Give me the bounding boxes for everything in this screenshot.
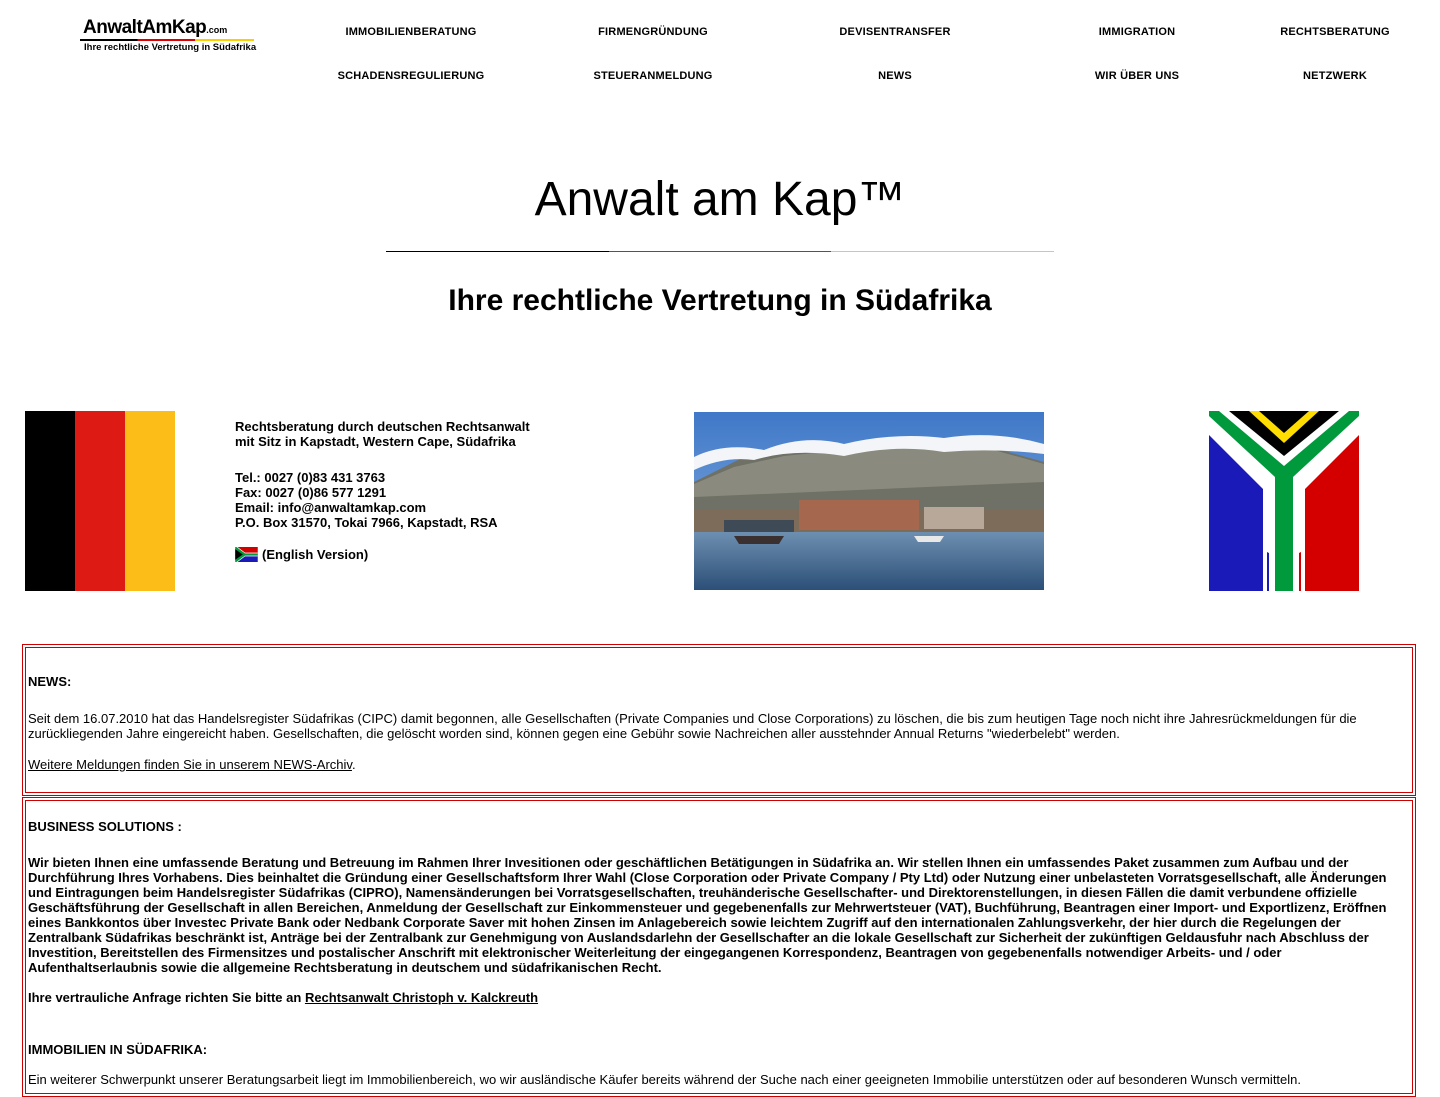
page-subtitle: Ihre rechtliche Vertretung in Südafrika <box>448 284 992 317</box>
contact-phone: Tel.: 0027 (0)83 431 3763 <box>235 470 386 485</box>
news-archive-link[interactable]: Weitere Meldungen finden Sie in unserem NEWS-Archiv <box>28 757 352 772</box>
nav-steueranmeldung[interactable]: STEUERANMELDUNG <box>593 70 713 82</box>
news-archive-line: Weitere Meldungen finden Sie in unserem NEWS-Archiv. <box>28 757 356 772</box>
page-title: Anwalt am Kap™ <box>534 173 906 226</box>
english-version-link[interactable] <box>235 547 368 562</box>
nav-firmengruendung[interactable]: FIRMENGRÜNDUNG <box>598 26 708 38</box>
nav-news[interactable]: NEWS <box>878 70 912 82</box>
nav-netzwerk[interactable]: NETZWERK <box>1303 70 1367 82</box>
contact-email: Email: info@anwaltamkap.com <box>235 500 427 515</box>
business-solutions-box <box>22 797 1416 1097</box>
business-inquiry-line: Ihre vertrauliche Anfrage richten Sie bitte an Rechtsanwalt Christoph v. Kalckreuth <box>28 990 539 1005</box>
logo[interactable] <box>80 17 257 53</box>
lawyer-contact-link[interactable]: Rechtsanwalt Christoph v. Kalckreuth <box>304 990 539 1005</box>
contact-fax: Fax: 0027 (0)86 577 1291 <box>235 485 387 500</box>
contact-line-1: Rechtsberatung durch deutschen Rechtsanwalt <box>235 419 530 434</box>
nav-schadensregulierung[interactable]: SCHADENSREGULIERUNG <box>337 70 485 82</box>
nav-wir-ueber-uns[interactable]: WIR ÜBER UNS <box>1094 70 1180 82</box>
german-flag <box>25 411 175 591</box>
contact-line-2: mit Sitz in Kapstadt, Western Cape, Südafrika <box>235 434 516 449</box>
south-african-flag <box>1209 411 1359 591</box>
nav-devisentransfer[interactable]: DEVISENTRANSFER <box>839 26 951 38</box>
business-text: Wir bieten Ihnen eine umfassende Beratung und Betreuung im Rahmen Ihrer Invesitionen oder geschäftlichen Betätigungen in Südafrika an. Wir stellen Ihnen ein umfassendes Paket zusammen zum Aufbau und der Durchführung Ihres Vorhabens. Dies beinhaltet die Gründung einer Gesellschaftsform Ihrer Wahl (Close Corporation oder Private Company / Pty Ltd) oder Nutzung einer unbelasteten Vorratsgesellschaft, alle Änderungen und Eintragungen beim Handelsregister Südafrikas (CIPRO), Namensänderungen bei Vorratsgesellschaften, treuhänderische Gesellschafter- und Direktorenstellungen, in diesen Fällen die damit verbundene offizielle Geschäftsführung der Gesellschaft in allen Bereichen, Anmeldung der Gesellschaft zur Einkommensteuer und gegebenenfalls zur Mehrwertsteuer (VAT), Buchführung, Beantragen einer Import- und Exportlizenz, Eröffnen eines Bankkontos über Investec Private Bank oder Nedbank Corporate Saver mit hohen Zinsen im Anlagebereich sowie leichtem Zugriff auf den internationalen Zahlungsverkehr, der hier durch die Regelungen der Zentralbank Südafrikas beschränkt ist, Anträge bei der Zentralbank zur Genehmigung von Auslandsdarlehn der Gesellschafter an die lokale Gesellschaft zur Sicherheit der zukünftigen Geldausfuhr nach Abschluss der Investition, Bereitstellen des Firmensitzes und postalischer Anschrift mit elektronischer Weiterleitung der eingegangenen Korrespondenz, Beantragen von gegebenenfalls notwendiger Arbeits- und / oder Aufenthaltserlaubnis sowie die allgemeine Rechtsberatung in deutschem und südafrikanischen Recht. <box>28 855 1387 975</box>
realestate-heading: IMMOBILIEN IN SÜDAFRIKA: <box>28 1042 208 1057</box>
nav-immigration[interactable]: IMMIGRATION <box>1098 26 1176 38</box>
realestate-text: Ein weiterer Schwerpunkt unserer Beratungsarbeit liegt im Immobilienbereich, wo wir ausländische Käufer bereits während der Suche nach einer geeigneten Immobilie unterstützen oder auf besonderen Wunsch vermitteln. <box>28 1072 1301 1087</box>
news-text: Seit dem 16.07.2010 hat das Handelsregister Südafrikas (CIPC) damit begonnen, alle Gesellschaften (Private Companies und Close Corporations) zu löschen, die bis zum heutigen Tage noch nicht ihre Jahresrückmeldungen für die zurückliegenden Jahre eingereicht haben. Gesellschaften, die gelöscht worden sind, können gegen eine Gebühr sowie Nachreichen aller ausstehnder Annual Returns "wiederbelebt" werden. <box>28 711 1357 741</box>
logo-wordmark: AnwaltAmKap.com <box>83 17 228 38</box>
south-africa-flag-icon <box>235 547 258 562</box>
english-version-label: (English Version) <box>262 547 369 562</box>
news-box <box>22 644 1416 796</box>
nav-rechtsberatung[interactable]: RECHTSBERATUNG <box>1280 26 1390 38</box>
tricolor-divider <box>386 251 1054 252</box>
nav-immobilienberatung[interactable]: IMMOBILIENBERATUNG <box>345 26 477 38</box>
logo-flag-stripe <box>80 39 254 41</box>
business-heading: BUSINESS SOLUTIONS : <box>28 819 182 834</box>
contact-block <box>235 419 530 565</box>
cape-town-waterfront-photo <box>694 412 1044 590</box>
contact-po-box: P.O. Box 31570, Tokai 7966, Kapstadt, RSA <box>235 515 498 530</box>
logo-tagline: Ihre rechtliche Vertretung in Südafrika <box>84 42 257 53</box>
news-heading: NEWS: <box>28 674 72 689</box>
